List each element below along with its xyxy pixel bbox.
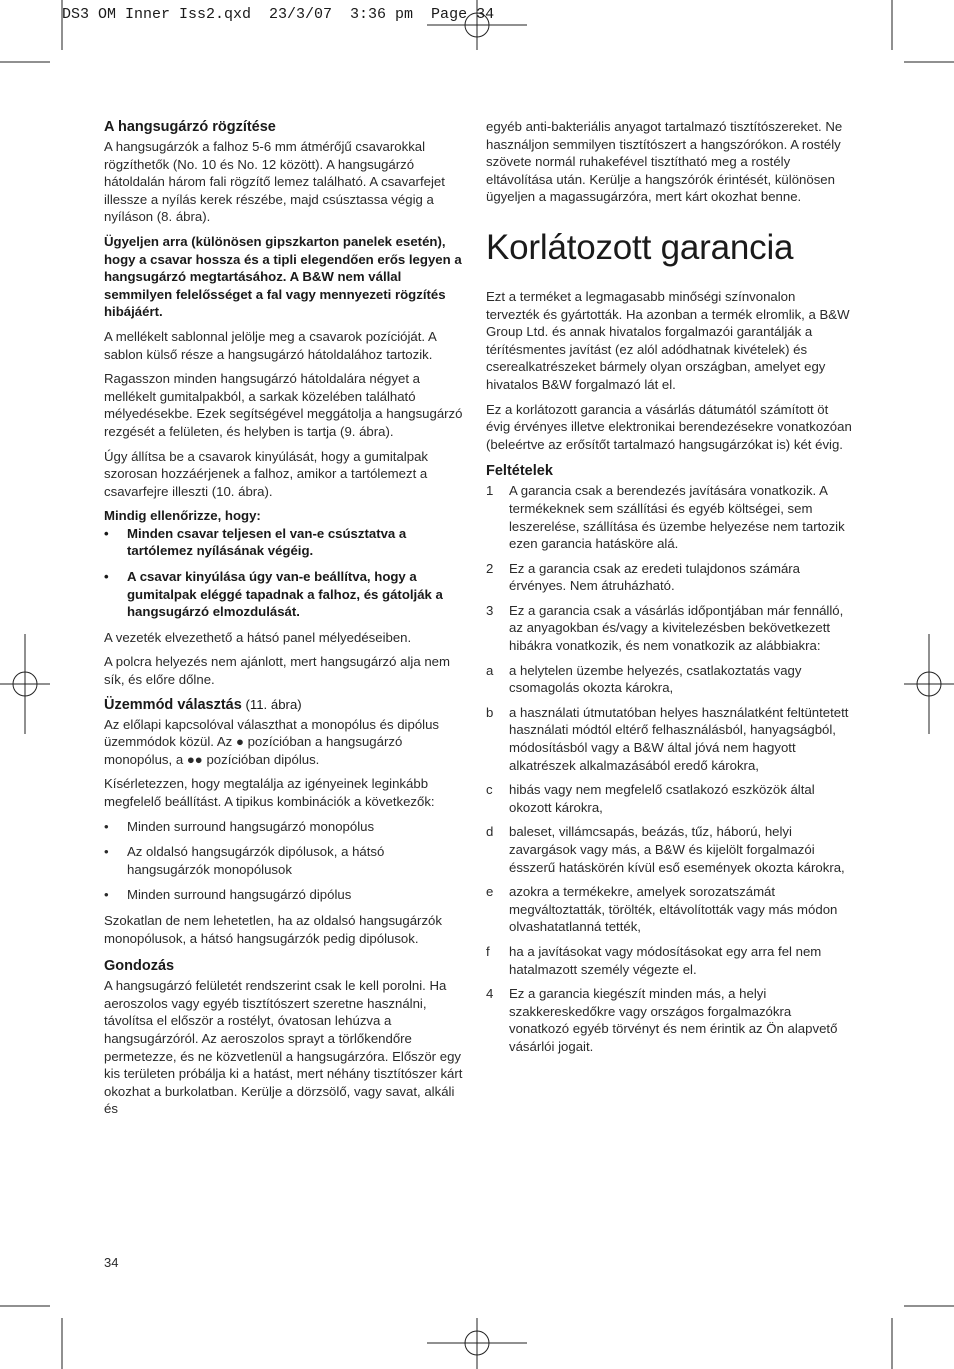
condition-text: Ez a garancia csak a vásárlás időpontjában már fennálló, az anyagokban és/vagy a kivitelezésben bekövetkezett hibákra vonatkozik, és nem vonatkozik az alábbiakra: bbox=[509, 602, 844, 654]
conditions-list bbox=[486, 482, 852, 1055]
condition-marker: 4 bbox=[486, 986, 494, 1002]
check-heading: Mindig ellenőrizze, hogy: bbox=[104, 508, 261, 524]
condition-text: a használati útmutatóban helyes használatként feltüntetett használati módtól eltérő felhasználásból, hanyagságból, módosításból vagy a B&W által jóvá nem hagyott alkatrészek alkalmazásából eredő károkra, bbox=[509, 704, 849, 773]
bullet-icon: • bbox=[104, 887, 109, 903]
warranty-title: Korlátozott garancia bbox=[486, 227, 794, 267]
condition-marker: d bbox=[486, 824, 494, 840]
condition-item bbox=[486, 883, 852, 936]
mounting-warning: Ügyeljen arra (különösen gipszkarton panelek esetén), hogy a csavar hossza és a tipli elegendően erős legyen a hangsugárzó megtartásához. A B&W nem vállal semmilyen felelősséget a fal vagy mennyezeti rögzítés hibájáért. bbox=[104, 233, 462, 320]
template-paragraph: A mellékelt sablonnal jelölje meg a csavarok pozícióját. A sablon külső része a hangsugárzó hátoldalához tartozik. bbox=[104, 328, 437, 362]
registration-mark-bottom bbox=[427, 1318, 527, 1369]
experiment-paragraph: Kísérletezzen, hogy megtalálja az igényeinek leginkább megfelelő beállítást. A tipikus kombinációk a következők: bbox=[104, 776, 435, 809]
combination-text: Az oldalsó hangsugárzók dipólusok, a hátsó hangsugárzók monopólusok bbox=[127, 844, 385, 877]
registration-mark-left bbox=[0, 634, 50, 734]
screw-adjust-paragraph: Úgy állítsa be a csavarok kinyúlását, hogy a gumitalpak szorosan hozzáérjenek a falhoz, amikor a tartólemezt a csavarfejre illeszti (10. ábra). bbox=[104, 448, 428, 499]
check-item bbox=[104, 525, 470, 560]
condition-marker: e bbox=[486, 884, 494, 900]
condition-text: ha a javításokat vagy módosításokat egy arra fel nem hatalmazott személy végezte el. bbox=[509, 943, 822, 977]
condition-item bbox=[486, 662, 852, 697]
cable-paragraph: A vezeték elvezethető a hátsó panel mélyedéseiben. bbox=[104, 629, 412, 645]
condition-text: a helytelen üzembe helyezés, csatlakoztatás vagy csomagolás okozta károkra, bbox=[509, 662, 802, 696]
registration-mark-right bbox=[904, 634, 954, 734]
heading-mode-ref: (11. ábra) bbox=[241, 696, 302, 712]
mode-text-1: Az előlapi kapcsolóval választhat a monopólus és dipólus üzemmódok közül. Az bbox=[104, 716, 440, 750]
heading-care: Gondozás bbox=[104, 958, 175, 975]
mode-text-2: pozícióban a hangsugárzó monopólus, a bbox=[104, 734, 403, 767]
warranty-paragraph-2: Ez a korlátozott garancia a vásárlás dátumától számított öt évig érvényes illetve elektronikai berendezésekre vonatkozóan (beleértve az erősítőt tartalmazó hangsugárzókat is) két évig. bbox=[486, 401, 852, 452]
combination-list bbox=[104, 818, 470, 904]
print-slug: DS3 OM Inner Iss2.qxd 23/3/07 3:36 pm Page 34 bbox=[62, 6, 495, 23]
left-column bbox=[104, 118, 470, 1125]
heading-mode-text: Üzemmód választás bbox=[104, 696, 242, 713]
check-item bbox=[104, 568, 470, 621]
mode-paragraph bbox=[104, 716, 470, 769]
condition-marker: 1 bbox=[486, 483, 494, 499]
mode-text-3: pozícióban dipólus. bbox=[202, 751, 320, 767]
condition-marker: a bbox=[486, 662, 494, 678]
combination-item bbox=[104, 886, 470, 904]
condition-marker: c bbox=[486, 782, 493, 798]
right-column bbox=[486, 118, 852, 1063]
condition-item bbox=[486, 560, 852, 595]
condition-marker: 3 bbox=[486, 602, 494, 618]
condition-marker: 2 bbox=[486, 560, 494, 576]
condition-item bbox=[486, 943, 852, 978]
condition-item bbox=[486, 482, 852, 552]
condition-text: A garancia csak a berendezés javítására vonatkozik. A termékeknek sem szállítási és egyéb költségei, sem leszerelése, szállítása és üzembe helyezése nem tartozik ezen garancia hatásköre alá. bbox=[509, 483, 845, 552]
heading-mounting: A hangsugárzó rögzítése bbox=[104, 119, 276, 135]
bullet-icon: • bbox=[104, 844, 109, 860]
care-continued-paragraph: egyéb anti-bakteriális anyagot tartalmazó tisztítószereket. Ne használjon semmilyen tisztítószert a hangszórókon. A rostély szövete normál ruhakefével tisztítható meg a rostély eltávolítása után. Kerülje a hangszórók érintését, különösen ügyeljen a magassugárzóra, mert kárt okozhat benne. bbox=[486, 119, 843, 205]
bullet-icon: • bbox=[104, 525, 109, 541]
mounting-paragraph: A hangsugárzók a falhoz 5-6 mm átmérőjű csavarokkal rögzíthetők (No. 10 és No. 12 között). A hangsugárzó hátoldalán három fali rögzítő lemez található. A csavarfejet illessze a nyílás kerek részébe, majd csúsztassa végig a nyíláson (8. ábra). bbox=[104, 139, 445, 225]
heading-conditions: Feltételek bbox=[486, 463, 553, 480]
condition-text: hibás vagy nem megfelelő csatlakozó eszközök által okozott károkra, bbox=[509, 782, 815, 815]
condition-text: azokra a termékekre, amelyek sorozatszámát megváltoztatták, törölték, eltávolították vagy más módon olvashatatlanná tették, bbox=[509, 884, 838, 935]
combination-item bbox=[104, 818, 470, 836]
check-list bbox=[104, 525, 470, 621]
condition-item bbox=[486, 985, 852, 1055]
unusual-paragraph: Szokatlan de nem lehetetlen, ha az oldalsó hangsugárzók monopólusok, a hátsó hangsugárzók pedig dipólusok. bbox=[104, 912, 442, 946]
condition-item bbox=[486, 781, 852, 816]
page-number: 34 bbox=[104, 1255, 119, 1270]
check-item-text: Minden csavar teljesen el van-e csúsztatva a tartólemez nyílásának végéig. bbox=[127, 525, 407, 559]
check-item-text: A csavar kinyúlása úgy van-e beállítva, hogy a gumitalpak eléggé tapadnak a falhoz, és gátolják a hangsugárzó elmozdulását. bbox=[127, 569, 443, 620]
shelf-paragraph: A polcra helyezés nem ajánlott, mert hangsugárzó alja nem sík, és előre dőlne. bbox=[104, 654, 450, 688]
condition-marker: f bbox=[486, 943, 490, 959]
combination-text: Minden surround hangsugárzó dipólus bbox=[127, 887, 352, 903]
condition-item bbox=[486, 823, 852, 876]
care-paragraph: A hangsugárzó felületét rendszerint csak le kell porolni. Ha aeroszolos vagy egyéb tisztítószert szeretne használni, távolítsa el először a rostélyt, óvatosan lehúzva a hangsugárzóról. Az aeroszolos sprayt a törlőkendőre permetezze, és ne közvetlenül a hangsugárzóra. Először egy kis területen próbálja ki a hatást, mert néhány tisztítószer kárt okozhat a burkolatban. Kerülje a dörzsölő, vagy savat, alkáli és bbox=[104, 978, 463, 1117]
condition-item bbox=[486, 704, 852, 774]
condition-item bbox=[486, 602, 852, 655]
single-dot-icon: ● bbox=[235, 734, 244, 750]
combination-item bbox=[104, 843, 470, 878]
condition-marker: b bbox=[486, 704, 494, 720]
bullet-icon: • bbox=[104, 818, 109, 834]
warranty-paragraph-1: Ezt a terméket a legmagasabb minőségi színvonalon tervezték és gyártották. Ha azonban a termék elromlik, a B&W Group Ltd. és annak hivatalos forgalmazói garantálják a térítésmentes javítást (ez alól adódhatnak kivételek) és cserealkatrészeket bármely olyan országban, amelyet egy hivatalos B&W forgalmazó lát el. bbox=[486, 288, 850, 392]
condition-text: Ez a garancia csak az eredeti tulajdonos számára érvényes. Nem átruházható. bbox=[509, 560, 801, 594]
condition-text: baleset, villámcsapás, beázás, tűz, háború, helyi zavargások vagy más, a B&W és kijelölt forgalmazói ésszerű hatáskörén kívül eső események okozta károkra, bbox=[509, 824, 845, 875]
double-dot-icon: ●● bbox=[186, 751, 203, 767]
rubber-feet-paragraph: Ragasszon minden hangsugárzó hátoldalára négyet a mellékelt gumitalpakból, a sarkak közelében található mélyedésekbe. Ezek segítségével meggátolja a hangsugárzó rezgését a felületen, és helyben is tartja (9. ábra). bbox=[104, 371, 463, 439]
heading-mode-select bbox=[104, 696, 470, 714]
condition-text: Ez a garancia kiegészít minden más, a helyi szakkereskedőkre vagy országos forgalmazókra vonatkozó egyéb törvényt és nem érintik az Ön alapvető vásárlói jogait. bbox=[509, 986, 838, 1054]
combination-text: Minden surround hangsugárzó monopólus bbox=[127, 818, 375, 834]
bullet-icon: • bbox=[104, 569, 109, 585]
